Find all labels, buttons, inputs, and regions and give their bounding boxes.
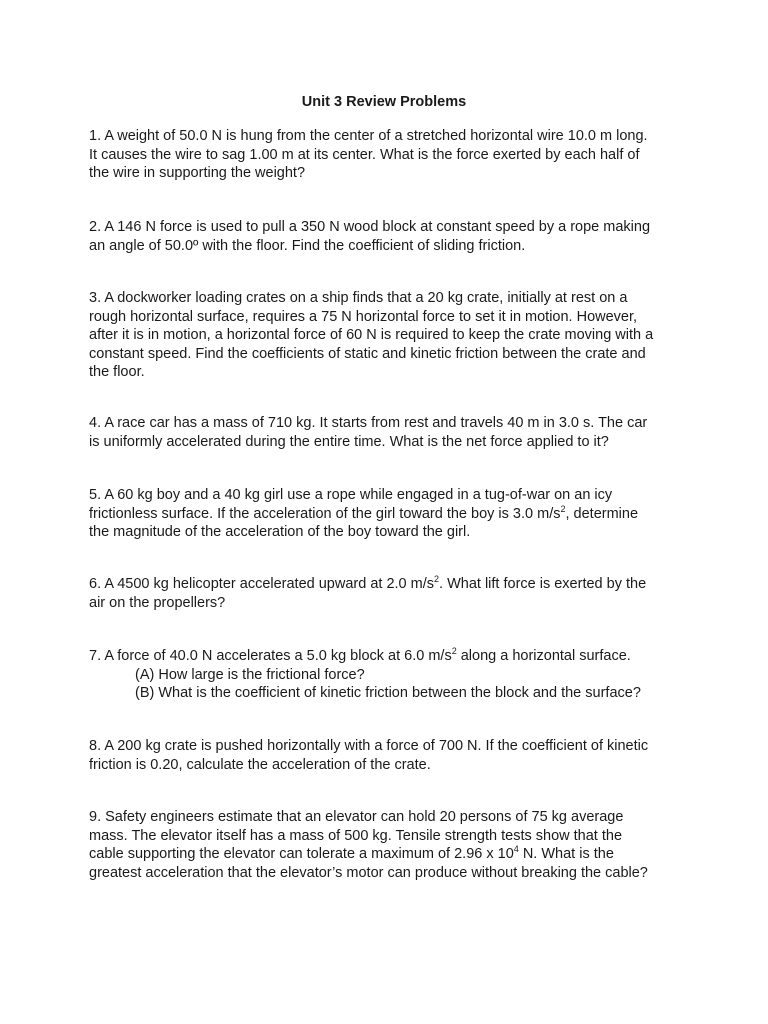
problem-3-line-3: after it is in motion, a horizontal force of 60 N is required to keep the crate moving with a <box>89 327 654 343</box>
problem-9-exponent: 4 <box>513 844 519 855</box>
problem-9 <box>89 808 689 882</box>
problem-3-line-4: constant speed. Find the coefficients of static and kinetic friction between the crate and <box>89 345 646 362</box>
problem-7-part-a: (A) How large is the frictional force? <box>135 666 365 683</box>
problem-5-line-2-text: frictionless surface. If the acceleration of the girl toward the boy is 3.0 m/s <box>89 505 561 522</box>
problem-9-line-3 <box>89 845 689 864</box>
problem-1-line-2: It causes the wire to sag 1.00 m at its center. What is the force exerted by each half of <box>89 146 640 163</box>
problem-8 <box>89 737 689 774</box>
problem-7-line-1 <box>89 647 689 666</box>
problem-4-line-1: 4. A race car has a mass of 710 kg. It starts from rest and travels 40 m in 3.0 s. The car <box>89 415 648 431</box>
problem-2-line-1: 2. A 146 N force is used to pull a 350 N wood block at constant speed by a rope making <box>89 219 651 235</box>
problem-3 <box>89 289 689 382</box>
document-title: Unit 3 Review Problems <box>301 94 467 110</box>
problem-8-line-1: 8. A 200 kg crate is pushed horizontally with a force of 700 N. If the coefficient of kinetic <box>89 738 649 754</box>
problem-7 <box>89 647 689 703</box>
problem-9-line-1: 9. Safety engineers estimate that an elevator can hold 20 persons of 75 kg average <box>89 809 624 825</box>
problem-7-part-b: (B) What is the coefficient of kinetic friction between the block and the surface? <box>135 685 641 701</box>
problem-2 <box>89 218 689 255</box>
problem-5-exponent: 2 <box>560 503 566 514</box>
problem-7-exponent: 2 <box>451 646 457 657</box>
problem-4 <box>89 414 689 451</box>
problem-6-line-2: air on the propellers? <box>89 594 226 611</box>
problem-3-line-1: 3. A dockworker loading crates on a ship finds that a 20 kg crate, initially at rest on a <box>89 290 628 306</box>
problem-5-line-2-tail: , determine <box>565 505 639 522</box>
problem-6-line-1-text: 6. A 4500 kg helicopter accelerated upward at 2.0 m/s <box>89 576 434 592</box>
problem-5-line-1: 5. A 60 kg boy and a 40 kg girl use a rope while engaged in a tug-of-war on an icy <box>89 487 613 503</box>
problem-6-line-1 <box>89 575 689 594</box>
problem-2-line-2: an angle of 50.0º with the floor. Find the coefficient of sliding friction. <box>89 237 526 254</box>
problem-7-line-1-text: 7. A force of 40.0 N accelerates a 5.0 kg block at 6.0 m/s <box>89 648 452 664</box>
problem-6-line-1-tail: . What lift force is exerted by the <box>439 576 647 592</box>
problem-9-line-4: greatest acceleration that the elevator’s motor can produce without breaking the cable? <box>89 864 648 881</box>
problem-3-line-2: rough horizontal surface, requires a 75 N horizontal force to set it in motion. However, <box>89 308 638 325</box>
problem-4-line-2: is uniformly accelerated during the entire time. What is the net force applied to it? <box>89 433 609 450</box>
problem-1 <box>89 127 689 183</box>
problem-5-line-3: the magnitude of the acceleration of the boy toward the girl. <box>89 524 471 540</box>
problem-1-line-1: 1. A weight of 50.0 N is hung from the center of a stretched horizontal wire 10.0 m long. <box>89 128 648 144</box>
problem-9-line-2: mass. The elevator itself has a mass of 500 kg. Tensile strength tests show that the <box>89 827 623 844</box>
problem-3-line-5: the floor. <box>89 364 145 380</box>
problem-8-line-2: friction is 0.20, calculate the acceleration of the crate. <box>89 756 431 773</box>
problem-7-line-1-tail: along a horizontal surface. <box>456 648 631 664</box>
problem-9-line-3-tail: N. What is the <box>518 846 614 862</box>
problem-1-line-3: the wire in supporting the weight? <box>89 165 306 181</box>
problem-5-line-2 <box>89 505 689 524</box>
problem-9-line-3-text: cable supporting the elevator can tolerate a maximum of 2.96 x 10 <box>89 846 514 862</box>
problem-5 <box>89 486 689 542</box>
problem-6 <box>89 575 689 612</box>
problem-6-exponent: 2 <box>434 574 440 585</box>
